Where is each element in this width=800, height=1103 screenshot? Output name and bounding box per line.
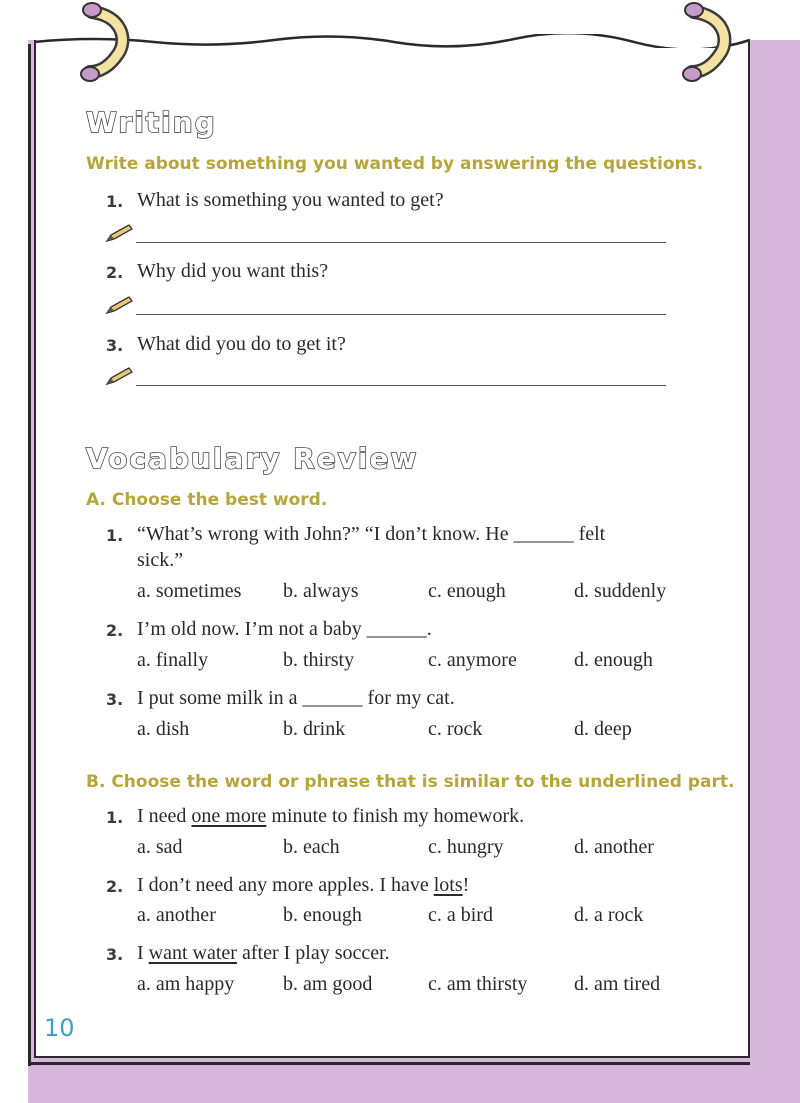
- answer-line-1[interactable]: [136, 242, 666, 243]
- b-q2-text-pre: I don’t need any more apples. I have: [137, 874, 434, 896]
- b-q3-text-post: after I play soccer.: [236, 942, 390, 964]
- b-q1-text-post: minute to finish my homework.: [266, 805, 525, 827]
- b-q3-option-a[interactable]: a. am happy: [137, 973, 235, 995]
- a-q1-text-line2: sick.”: [137, 549, 184, 571]
- writing-q2-text: Why did you want this?: [137, 260, 329, 282]
- b-q3-text-pre: I: [137, 942, 149, 964]
- b-q1-option-d[interactable]: d. another: [574, 836, 654, 858]
- b-q2-text-post: !: [462, 874, 470, 896]
- a-q1-option-b[interactable]: b. always: [283, 580, 359, 602]
- b-q1-underlined: one more: [191, 805, 267, 827]
- writing-instruction: Write about something you wanted by answering the questions.: [86, 154, 704, 174]
- writing-q1-text: What is something you wanted to get?: [137, 189, 444, 211]
- b-q2-number: 2.: [106, 877, 124, 896]
- b-q2-option-b[interactable]: b. enough: [283, 904, 362, 926]
- a-q2-text: I’m old now. I’m not a baby ______.: [137, 618, 432, 640]
- a-q2-option-d[interactable]: d. enough: [574, 649, 653, 671]
- a-q3-option-a[interactable]: a. dish: [137, 718, 190, 740]
- pencil-icon: [104, 222, 134, 244]
- a-q3-option-d[interactable]: d. deep: [574, 718, 632, 740]
- paper-shadow-left: [28, 44, 31, 1066]
- writing-title: Writing: [86, 106, 217, 139]
- answer-line-2[interactable]: [136, 314, 666, 315]
- b-q3-number: 3.: [106, 945, 124, 964]
- part-a-instruction: A. Choose the best word.: [86, 490, 328, 510]
- paper-top-edge: [34, 34, 750, 48]
- pencil-icon: [104, 294, 134, 316]
- b-q3-underlined: want water: [148, 942, 237, 964]
- binder-ring-right-icon: [680, 0, 736, 84]
- page-number: 10: [44, 1014, 75, 1042]
- pencil-icon: [104, 365, 134, 387]
- b-q2-option-d[interactable]: d. a rock: [574, 904, 644, 926]
- writing-q2-number: 2.: [106, 263, 124, 282]
- a-q1-number: 1.: [106, 526, 124, 545]
- b-q1-text-pre: I need: [137, 805, 192, 827]
- a-q3-number: 3.: [106, 690, 124, 709]
- b-q2-text: [137, 874, 469, 897]
- a-q1-option-c[interactable]: c. enough: [428, 580, 506, 602]
- writing-q1-number: 1.: [106, 192, 124, 211]
- a-q3-text: I put some milk in a ______ for my cat.: [137, 687, 455, 709]
- a-q2-option-c[interactable]: c. anymore: [428, 649, 517, 671]
- writing-q3-text: What did you do to get it?: [137, 333, 346, 355]
- paper-shadow-bottom: [28, 1062, 750, 1065]
- part-b-instruction: B. Choose the word or phrase that is similar to the underlined part.: [86, 772, 735, 792]
- b-q3-option-c[interactable]: c. am thirsty: [428, 973, 528, 995]
- vocab-title: Vocabulary Review: [86, 442, 419, 475]
- answer-line-3[interactable]: [136, 385, 666, 386]
- b-q1-option-c[interactable]: c. hungry: [428, 836, 504, 858]
- b-q1-number: 1.: [106, 808, 124, 827]
- a-q1-text-line1: “What’s wrong with John?” “I don’t know. He ______ felt: [137, 523, 606, 545]
- b-q3-text: [137, 942, 390, 965]
- b-q2-option-a[interactable]: a. another: [137, 904, 216, 926]
- a-q2-option-b[interactable]: b. thirsty: [283, 649, 355, 671]
- binder-ring-left-icon: [78, 0, 134, 84]
- b-q1-text: [137, 805, 524, 828]
- b-q2-underlined: lots: [433, 874, 463, 896]
- a-q2-number: 2.: [106, 621, 124, 640]
- a-q1-option-d[interactable]: d. suddenly: [574, 580, 667, 602]
- b-q3-option-b[interactable]: b. am good: [283, 973, 373, 995]
- a-q3-option-c[interactable]: c. rock: [428, 718, 483, 740]
- a-q1-option-a[interactable]: a. sometimes: [137, 580, 242, 602]
- b-q3-option-d[interactable]: d. am tired: [574, 973, 661, 995]
- b-q2-option-c[interactable]: c. a bird: [428, 904, 493, 926]
- b-q1-option-b[interactable]: b. each: [283, 836, 340, 858]
- a-q3-option-b[interactable]: b. drink: [283, 718, 346, 740]
- writing-q3-number: 3.: [106, 336, 124, 355]
- a-q2-option-a[interactable]: a. finally: [137, 649, 209, 671]
- b-q1-option-a[interactable]: a. sad: [137, 836, 183, 858]
